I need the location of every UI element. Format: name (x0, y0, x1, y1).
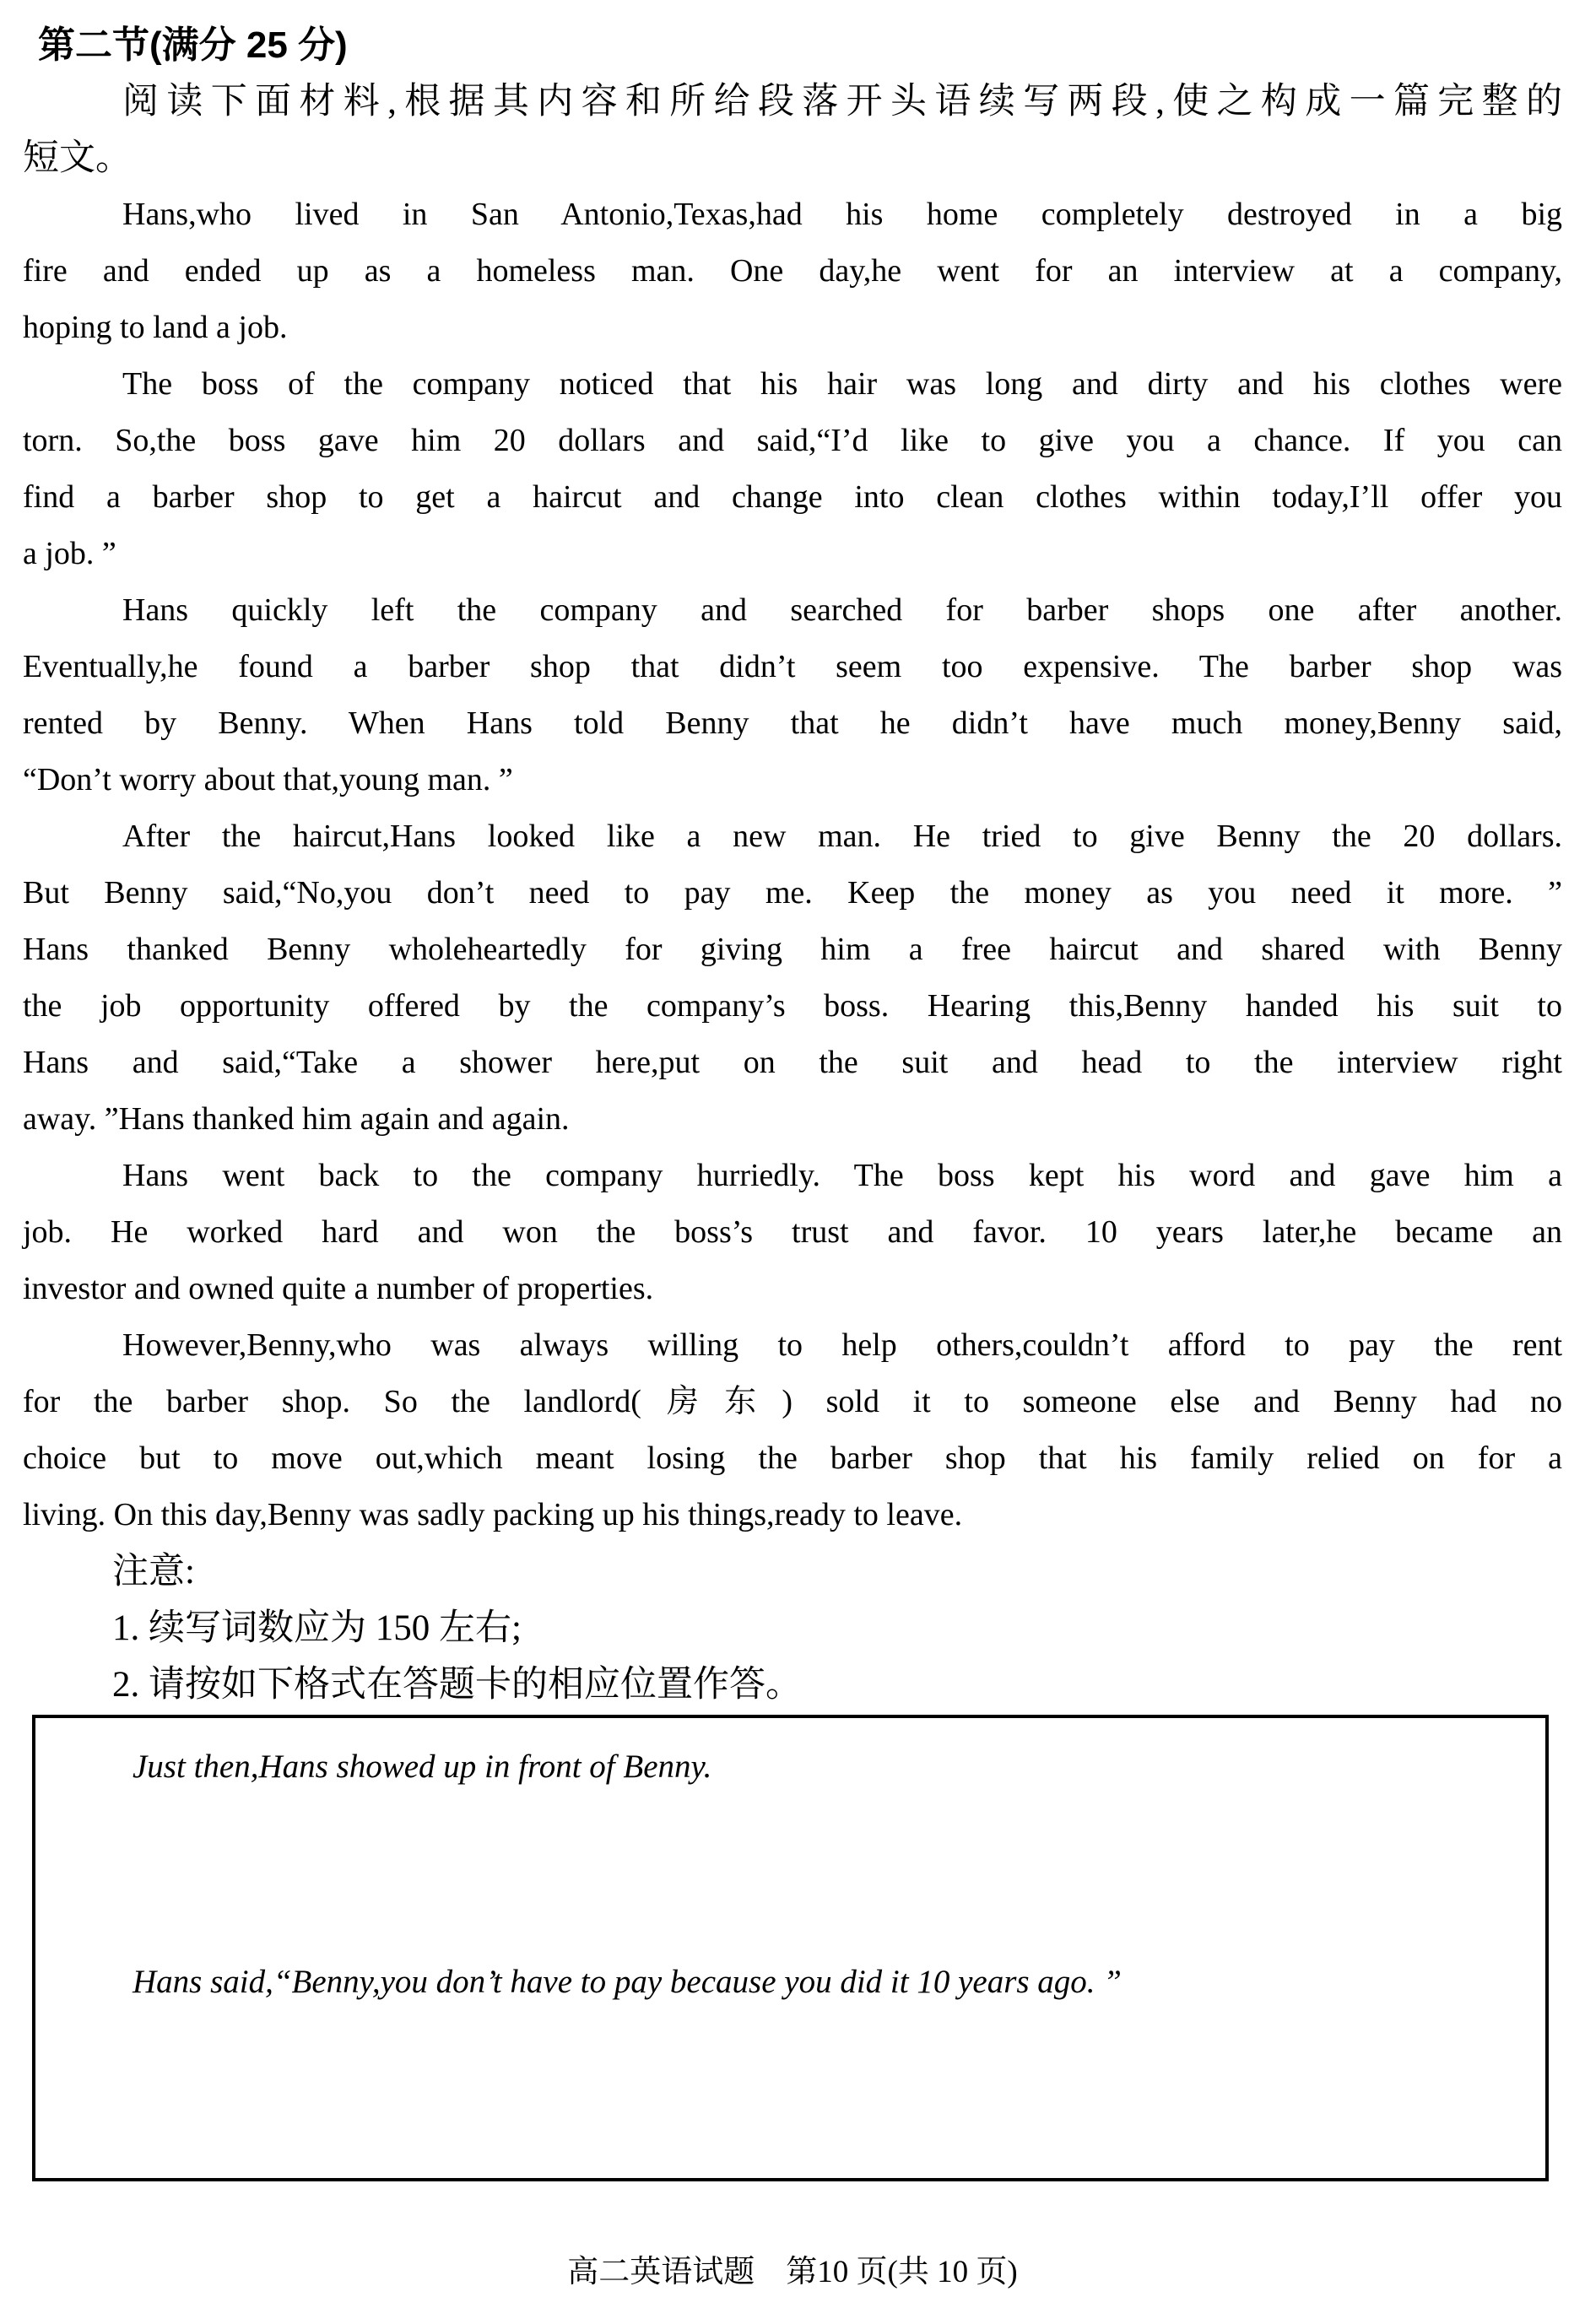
notes-item: 2. 请按如下格式在答题卡的相应位置作答。 (112, 1665, 802, 1705)
story-line: Hans and said,“Take a shower here,put on the suit and head to the interview right (23, 1045, 1562, 1080)
story-line: find a barber shop to get a haircut and change into clean clothes within today,I’ll offer you (23, 479, 1562, 515)
story-line: investor and owned quite a number of properties. (23, 1271, 654, 1306)
footer-page-label: 高二英语试题 第10 页(共 10 页) (567, 2255, 1018, 2289)
story-line: living. On this day,Benny was sadly packing up his things,ready to leave. (23, 1497, 963, 1532)
exam-content (23, 17, 1562, 1713)
section-title: 第二节(满分 25 分) (38, 24, 348, 66)
story-line: Hans went back to the company hurriedly. The boss kept his word and gave him a (122, 1158, 1562, 1193)
story-line: a job. ” (23, 536, 116, 571)
story-line: rented by Benny. When Hans told Benny that he didn’t have much money,Benny said, (23, 705, 1562, 741)
story-line: away. ”Hans thanked him again and again. (23, 1101, 570, 1137)
story-line: Hans quickly left the company and searched for barber shops one after another. (122, 592, 1562, 628)
story-line: hoping to land a job. (23, 310, 288, 345)
opening-sentence-1: Just then,Hans showed up in front of Benny. (133, 1748, 712, 1785)
story-line: job. He worked hard and won the boss’s trust and favor. 10 years later,he became an (23, 1214, 1562, 1250)
story-line: “Don’t worry about that,young man. ” (23, 762, 513, 797)
answer-format-box (32, 1715, 1549, 2181)
story-line: fire and ended up as a homeless man. One day,he went for an interview at a company, (23, 253, 1562, 289)
story-line: The boss of the company noticed that his hair was long and dirty and his clothes were (122, 366, 1562, 402)
intro-line: 短文。 (23, 138, 132, 178)
notes-title: 注意: (112, 1552, 195, 1592)
story-line: Hans,who lived in San Antonio,Texas,had his home completely destroyed in a big (122, 197, 1562, 232)
story-line: After the haircut,Hans looked like a new man. He tried to give Benny the 20 dollars. (122, 819, 1562, 854)
story-line: Hans thanked Benny wholeheartedly for giving him a free haircut and shared with Benny (23, 932, 1562, 967)
story-line: the job opportunity offered by the company’s boss. Hearing this,Benny handed his suit to (23, 988, 1562, 1024)
story-line: choice but to move out,which meant losing the barber shop that his family relied on for a (23, 1440, 1562, 1476)
story-line: However,Benny,who was always willing to help others,couldn’t afford to pay the rent (122, 1327, 1562, 1363)
story-line: Eventually,he found a barber shop that didn’t seem too expensive. The barber shop was (23, 649, 1562, 684)
intro-line: 阅读下面材料,根据其内容和所给段落开头语续写两段,使之构成一篇完整的 (122, 82, 1562, 122)
story-line: torn. So,the boss gave him 20 dollars and said,“I’d like to give you a chance. If you can (23, 423, 1562, 458)
story-line: But Benny said,“No,you don’t need to pay me. Keep the money as you need it more. ” (23, 875, 1562, 911)
story-line: for the barber shop. So the landlord(房东) sold it to someone else and Benny had no (23, 1384, 1562, 1419)
notes-item: 1. 续写词数应为 150 左右; (112, 1608, 522, 1648)
opening-sentence-2: Hans said,“Benny,you don’t have to pay because you did it 10 years ago. ” (133, 1964, 1122, 2000)
